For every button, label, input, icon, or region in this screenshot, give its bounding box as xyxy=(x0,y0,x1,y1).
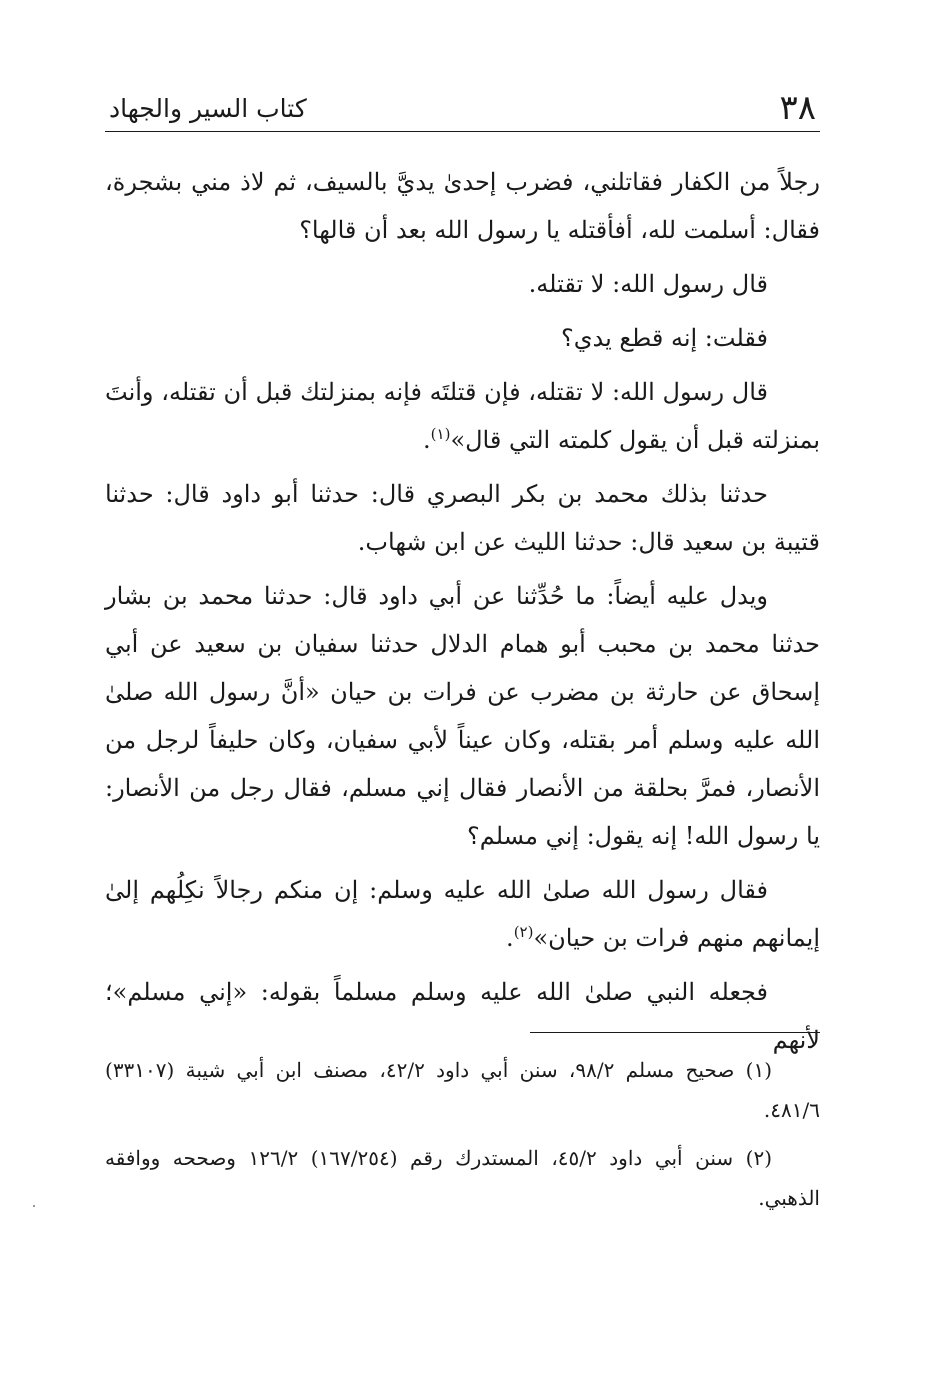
footnote-2: (٢) سنن أبي داود ٤٥/٢، المستدرك رقم (١٦٧/٢٥٤) ١٢٦/٢ وصححه ووافقه الذهبي. xyxy=(105,1146,820,1210)
paragraph-2: قال رسول الله: لا تقتله. xyxy=(528,270,768,298)
running-title: كتاب السير والجهاد xyxy=(109,94,307,123)
page-header xyxy=(105,88,820,128)
paragraph-7 xyxy=(105,866,820,962)
header-rule xyxy=(105,131,820,132)
paragraph-1: رجلاً من الكفار فقاتلني، فضرب إحدىٰ يديَّ بالسيف، ثم لاذ مني بشجرة، فقال: أسلمت لله، أفأقتله يا رسول الله بعد أن قالها؟ xyxy=(105,168,820,244)
scan-speck xyxy=(33,1205,35,1207)
paragraph-3: فقلت: إنه قطع يدي؟ xyxy=(560,324,768,352)
paragraph-7-text: فقال رسول الله صلىٰ الله عليه وسلم: إن منكم رجالاً نكِلُهم إلىٰ إيمانهم منهم فرات بن حيان» xyxy=(105,876,820,952)
paragraph-7-end: . xyxy=(506,924,514,952)
paragraph-8: فجعله النبي صلىٰ الله عليه وسلم مسلماً بقوله: «إني مسلم»؛ لأنهم xyxy=(105,978,820,1054)
paragraph-4 xyxy=(105,368,820,464)
book-page xyxy=(105,0,820,1377)
footnotes xyxy=(105,1050,820,1226)
page-number: ٣٨ xyxy=(779,88,816,128)
paragraph-4-text: قال رسول الله: لا تقتله، فإن قتلتَه فإنه بمنزلتك قبل أن تقتله، وأنتَ بمنزلته قبل أن يقول كلمته التي قال» xyxy=(105,378,820,454)
paragraph-5: حدثنا بذلك محمد بن بكر البصري قال: حدثنا أبو داود قال: حدثنا قتيبة بن سعيد قال: حدثنا الليث عن ابن شهاب. xyxy=(105,480,820,556)
footnote-ref-2: (٢) xyxy=(513,923,534,941)
paragraph-4-end: . xyxy=(423,426,431,454)
footnote-1: (١) صحيح مسلم ٩٨/٢، سنن أبي داود ٤٢/٢، مصنف ابن أبي شيبة (٣٣١٠٧) ٤٨١/٦. xyxy=(105,1058,820,1122)
footnote-ref-1: (١) xyxy=(430,425,451,443)
main-text xyxy=(105,158,820,1070)
footnote-rule xyxy=(530,1032,820,1033)
paragraph-6: ويدل عليه أيضاً: ما حُدِّثنا عن أبي داود قال: حدثنا محمد بن بشار حدثنا محمد بن محبب أبو همام الدلال حدثنا سفيان بن سعيد عن أبي إسحاق عن حارثة بن مضرب عن فرات بن حيان «أنَّ رسول الله صلىٰ الله عليه وسلم أمر بقتله، وكان عيناً لأبي سفيان، وكان حليفاً لرجل من الأنصار، فمرَّ بحلقة من الأنصار فقال إني مسلم، فقال رجل من الأنصار: يا رسول الله! إنه يقول: إني مسلم؟ xyxy=(105,582,820,850)
